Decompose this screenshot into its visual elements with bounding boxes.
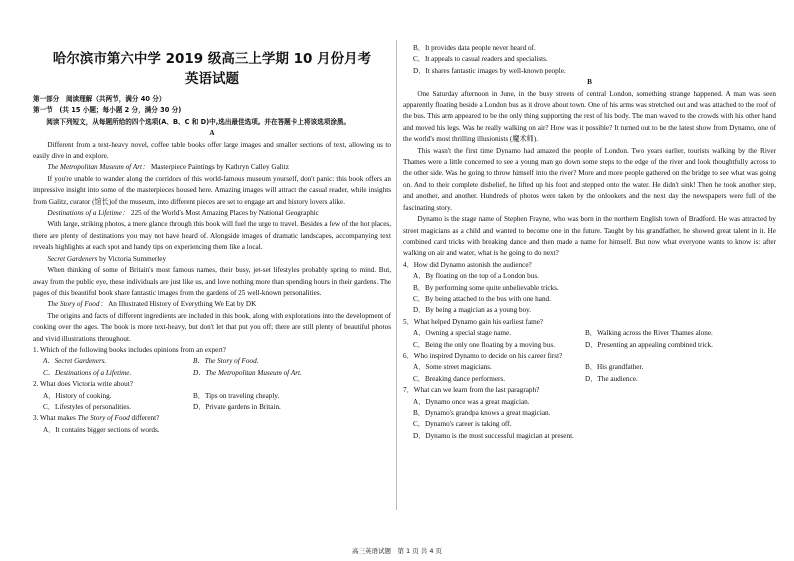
question-4-option-b: B．By performing some quite unbelievable tricks. [413, 283, 559, 292]
book-1-heading [33, 162, 391, 173]
question-5-option-a: A．Owning a special stage name. [413, 329, 511, 338]
question-2-options-row-1 [33, 391, 391, 402]
question-3-option-b: B．It provides data people never heard of. [413, 44, 536, 52]
question-5-option-c: C．Being the only one floating by a moving bus. [413, 340, 555, 349]
right-column [403, 0, 776, 442]
question-4-option-a: A．By floating on the top of a London bus. [413, 272, 539, 281]
question-7-option-a: A．Dynamo once was a great magician. [413, 397, 530, 406]
question-7-stem: 7．What can we learn from the last paragraph? [403, 386, 540, 395]
question-2-option-d: D．Private gardens in Britain. [193, 402, 281, 411]
question-6-option-b: B．His grandfather. [585, 363, 644, 372]
question-7-option-d: D．Dynamo is the most successful magician at present. [413, 431, 574, 440]
question-6-option-c: C．Breaking dance performers. [413, 374, 506, 383]
book-2-heading [33, 208, 391, 219]
question-1-stem: 1. Which of the following books includes opinions from an expert? [33, 345, 226, 354]
book-3-heading [33, 254, 391, 265]
book-2-title: Destinations of a Lifetime： [47, 209, 130, 218]
book-4-text: The origins and facts of different ingredients are included in this book, along with explorations into the development of cooking over the ages. The book is more text-heavy, but don't let that put you off; there are still plenty of beautiful photos and vivid illustrations throughout. [33, 311, 391, 343]
question-3-stem-title: The Story of Food [77, 414, 130, 423]
left-column [33, 0, 391, 436]
question-4-option-d: D．By being a magician as a young boy. [413, 306, 532, 315]
book-1-text: If you're unable to wander along the corridors of this world-famous museum yourself, don't panic: this book offers an impressive insight into some of the masterpieces housed here. Amazing images will attract the casual reader, while insights from Galitz, curator (馆长)of the museum, into different pieces are set to engage art and history lovers alike. [33, 174, 391, 206]
column-divider [396, 40, 397, 510]
question-1-option-c: C．Destinations of a Lifetime. [43, 368, 132, 377]
page-footer: 高三英语试题 第 1 页 共 4 页 [351, 547, 443, 555]
question-1-option-a: A．Secret Gardeners. [43, 357, 107, 366]
question-1-options-row-2 [33, 368, 391, 379]
exam-title: 哈尔滨市第六中学 2019 级高三上学期 10 月份月考 [52, 51, 372, 67]
passage-b-label: B [587, 78, 592, 87]
question-1-option-b: B．The Story of Food. [193, 357, 259, 366]
question-4-option-c: C．By being attached to the bus with one hand. [413, 294, 551, 303]
question-7-option-b: B．Dynamo's grandpa knows a great magician. [413, 409, 551, 417]
question-5-options-row-2 [403, 340, 776, 351]
section-heading: 第一节 (共 15 小题；每小题 2 分，满分 30 分) [33, 106, 182, 115]
question-4-stem: 4．How did Dynamo astonish the audience? [403, 260, 532, 269]
question-6-stem: 6．Who inspired Dynamo to decide on his career first? [403, 351, 563, 360]
book-4-heading [33, 299, 391, 310]
question-5-option-d: D．Presenting an appealing combined trick. [585, 340, 713, 349]
question-7-option-c: C．Dynamo's career is taking off. [413, 420, 512, 429]
book-2-text: With large, striking photos, a mere glance through this book will fuel the urge to travel. Besides a few of the hot places, there are plenty of destinations you may not have heard of. Alongside images of dramatic landscapes, accompanying text reveals highlights at each spot and handy tips on experiencing them like a local. [33, 220, 391, 252]
question-5-stem: 5．What helped Dynamo gain his earliest fame? [403, 317, 544, 326]
question-2-stem: 2. What does Victoria write about? [33, 380, 133, 389]
question-2-option-c: C．Lifestyles of personalities. [43, 402, 132, 411]
book-4-subtitle: An Illustrated History of Everything We Eat by DK [108, 300, 257, 309]
book-2-subtitle: 225 of the World's Most Amazing Places by National Geographic [130, 209, 319, 218]
book-3-text: When thinking of some of Britain's most famous names, their busy, jet-set lifestyles probably spring to mind. But, away from the public eye, these individuals are just like us, and love nothing more than spending hours in their gardens. The pages of this beautiful book share fantastic images from the gardens of 25 well-known personalities. [33, 266, 391, 297]
question-2-option-a: A．History of cooking. [43, 391, 112, 400]
book-3-subtitle: by Victoria Summerley [97, 254, 167, 263]
question-2-options-row-2 [33, 402, 391, 413]
question-6-options-row-2 [403, 374, 776, 385]
question-3-stem-pre: 3. What makes [33, 414, 78, 423]
question-5-options-row-1 [403, 328, 776, 339]
question-6-option-d: D．The audience. [585, 374, 638, 383]
book-1-subtitle: Masterpiece Paintings by Kathryn Calley Galitz [151, 163, 289, 172]
question-6-options-row-1 [403, 362, 776, 373]
instructions: 阅读下列短文，从每题所给的四个选项(A、B、C 和 D)中,选出最佳选项。并在答题卡上将该选项涂黑。 [46, 117, 351, 126]
question-3-option-a: A．It contains bigger sections of words. [43, 425, 160, 434]
question-3-stem-post: different? [129, 414, 160, 423]
passage-b-paragraph-2: This wasn't the first time Dynamo had amazed the people of London. Two years earlier, tourists walking by the River Thames were a little concerned to see a young man go down some steps to the edge of the river and look thoughtfully across to the other side. Was he going to throw himself into the river? More and more people gathered on the bridge to see what was going on. And to their complete disbelief, he lifted up his foot and stepped onto the water. He didn't sink! Then he took another step, and another, and another. Hundreds of photos were taken by the onlookers and the next day the newspapers were full of the fascinating story. [403, 146, 776, 212]
question-3-option-c: C．It appeals to casual readers and specialists. [413, 55, 548, 64]
question-2-option-b: B．Tips on traveling cheaply. [193, 391, 280, 400]
passage-a-label: A [209, 129, 215, 138]
passage-b-paragraph-3: Dynamo is the stage name of Stephen Frayne, who was born in the northern English town of Bradford. He was attracted by street magicians as a child and wanted to become one in the future. Taught by his grandfather, he showed great talent in it. He combined card tricks with breaking dance and then made a name for himself. But now what everyone wants to know is: after walking on air and water, what is he going to do next? [403, 215, 776, 258]
question-1-option-d: D．The Metropolitan Museum of Art. [193, 368, 302, 377]
question-6-option-a: A．Some street magicians. [413, 363, 492, 372]
book-3-title: Secret Gardeners [47, 254, 98, 263]
passage-a-intro: Different from a text-heavy novel, coffee table books offer large images and smaller sections of text, allowing us to easily dive in and explore. [33, 140, 391, 161]
question-5-option-b: B．Walking across the River Thames alone. [585, 329, 713, 338]
part-heading: 第一部分 阅读理解（共两节，满分 40 分） [33, 95, 166, 103]
question-1-options-row-1 [33, 356, 391, 367]
passage-b-paragraph-1: One Saturday afternoon in June, in the busy streets of central London, something strange happened. A man was seen apparently floating beside a London bus as it drove about town. One of his arms was stretched out and was attached to the roof of the bus. This arm appeared to be the only thing supporting the rest of his body. The man waved to the crowds with his other hand and moved his legs. Was he really walking on air? How was it possible? It turned out to be the latest show from Dynamo, one of the world's most thrilling illusionists (魔术师). [403, 89, 776, 144]
book-4-title: The Story of Food： [47, 300, 107, 309]
question-3-stem [33, 413, 391, 424]
exam-subtitle: 英语试题 [185, 71, 239, 87]
question-3-option-d: D．It shares fantastic images by well-known people. [413, 66, 566, 75]
book-1-title: The Metropolitan Museum of Art： [47, 163, 150, 172]
